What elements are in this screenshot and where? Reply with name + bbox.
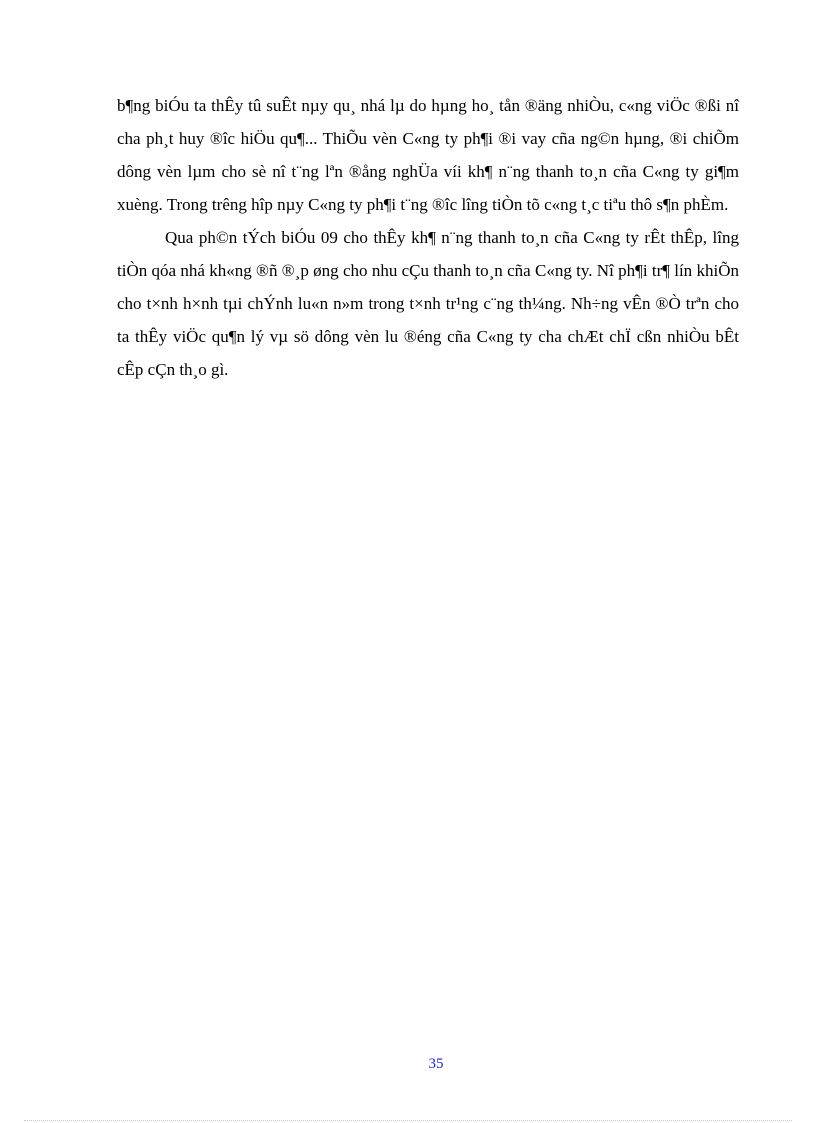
body-paragraph-1: b¶ng biÓu ta thÊy tû suÊt nµy qu¸ nhá lµ do hµng ho¸ tån ®äng nhiÒu, c«ng viÖc ®ßi nî cha ph¸t huy ®îc hiÖu qu¶... ThiÕu vèn C«ng ty ph¶i ®i vay cña ng©n hµng, ®i chiÕm dông vèn lµm cho sè nî t¨ng lªn ®ång nghÜa víi kh¶ n¨ng thanh to¸n cña C«ng ty gi¶m xuèng. Trong trêng hîp nµy C«ng ty ph¶i t¨ng ®îc lîng tiÒn tõ c«ng t¸c tiªu thô s¶n phÈm. [117, 96, 739, 214]
page-body [117, 89, 739, 386]
page-number: 35 [428, 1056, 444, 1072]
body-paragraph-2: Qua ph©n tÝch biÓu 09 cho thÊy kh¶ n¨ng thanh to¸n cña C«ng ty rÊt thÊp, lîng tiÒn qóa nhá kh«ng ®ñ ®¸p øng cho nhu cÇu thanh to¸n cña C«ng ty. Nî ph¶i tr¶ lín khiÕn cho t×nh h×nh tµi chÝnh lu«n n»m trong t×nh tr¹ng c¨ng th¼ng. Nh÷ng vÊn ®Ò trªn cho ta thÊy viÖc qu¶n lý vµ sö dông vèn lu ®éng cña C«ng ty cha chÆt chÏ cßn nhiÒu bÊt cÊp cÇn th¸o gì. [117, 228, 739, 379]
footer-divider [24, 1120, 792, 1121]
